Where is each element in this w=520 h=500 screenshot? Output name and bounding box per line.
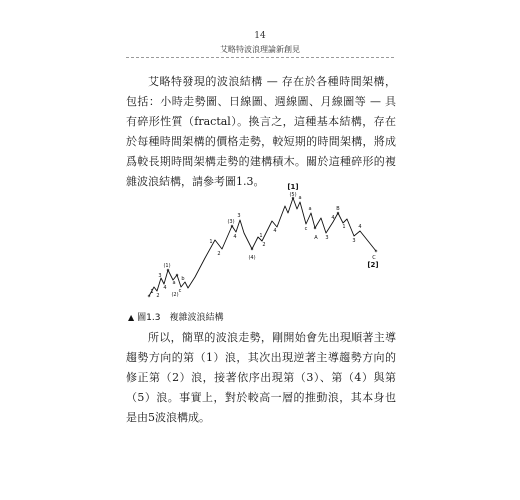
figure-caption-text: 圖1.3 複雜波浪結構 — [137, 313, 224, 323]
wave-label-minor: a — [172, 280, 176, 286]
wave-label-intermediate-5: (5) — [289, 192, 297, 198]
running-header: 艾略特波浪理論新創見 — [220, 45, 300, 54]
wave-label-minor: 4 — [233, 234, 237, 240]
wave-label-minor: 4 — [273, 228, 277, 234]
wave-label-a: A — [314, 235, 318, 241]
wave-structure-figure — [140, 183, 390, 303]
wave-label-primary-2: [2] — [367, 261, 379, 269]
wave-label-primary-1: [1] — [287, 183, 299, 191]
wave-label-minor: 3 — [352, 238, 356, 244]
wave-label-minor: 1 — [342, 224, 346, 230]
wave-label-minor: c — [304, 226, 308, 232]
figure-caption — [128, 310, 223, 323]
wave-label-intermediate-1: (1) — [163, 263, 171, 269]
header-rule — [126, 57, 394, 59]
wave-label-minor: a — [308, 206, 312, 212]
wave-label-minor: 2 — [217, 251, 221, 257]
paragraph: 艾略特發現的波浪結構 — 存在於各種時間架構，包括：小時走勢圖、日線圖、週線圖、月線圖等 — 具有碎形性質（fractal）。換言之，這種基本結構，存在於每種時間架構的價格走勢，較短期的時間架構，將成爲較長期時間架構走勢的建構積木。關於這種碎形的複雜波浪結構，請參考圖1.3。 — [126, 75, 396, 188]
wave-label-minor: 2 — [262, 242, 266, 248]
triangle-icon: ▲ — [128, 313, 135, 322]
wave-diagram — [140, 183, 390, 303]
wave-label-minor: 1 — [259, 233, 263, 239]
wave-label-minor: 3 — [325, 235, 329, 241]
wave-label-minor: 4 — [358, 224, 362, 230]
wave-label-minor: 1 — [150, 289, 154, 295]
wave-label-minor: a — [298, 195, 302, 201]
wave-label-b: B — [336, 206, 340, 212]
wave-label-minor: 3 — [158, 273, 162, 279]
wave-label-minor: 3 — [237, 213, 241, 219]
wave-label-minor: 4 — [163, 285, 167, 291]
wave-label-intermediate-3: (3) — [227, 219, 235, 225]
page-number: 14 — [254, 31, 266, 41]
paragraph: 所以，簡單的波浪走勢，剛開始會先出現順著主導趨勢方向的第（1）浪，其次出現逆著主導趨勢方向的修正第（2）浪，接著依序出現第（3）、第（4）與第（5）浪。事實上，對於較高一層的推動浪，其本身也是由5波浪構成。 — [126, 331, 396, 424]
wave-label-minor: b — [181, 276, 185, 282]
wave-label-minor: 4 — [331, 215, 335, 221]
wave-label-intermediate-2: (2) — [171, 292, 179, 298]
wave-label-minor: 1 — [209, 239, 213, 245]
wave-label-minor: 2 — [156, 293, 160, 299]
wave-label-intermediate-4: (4) — [248, 255, 256, 261]
wave-label-minor: c — [178, 288, 182, 294]
wave-label-c: C — [372, 255, 376, 261]
